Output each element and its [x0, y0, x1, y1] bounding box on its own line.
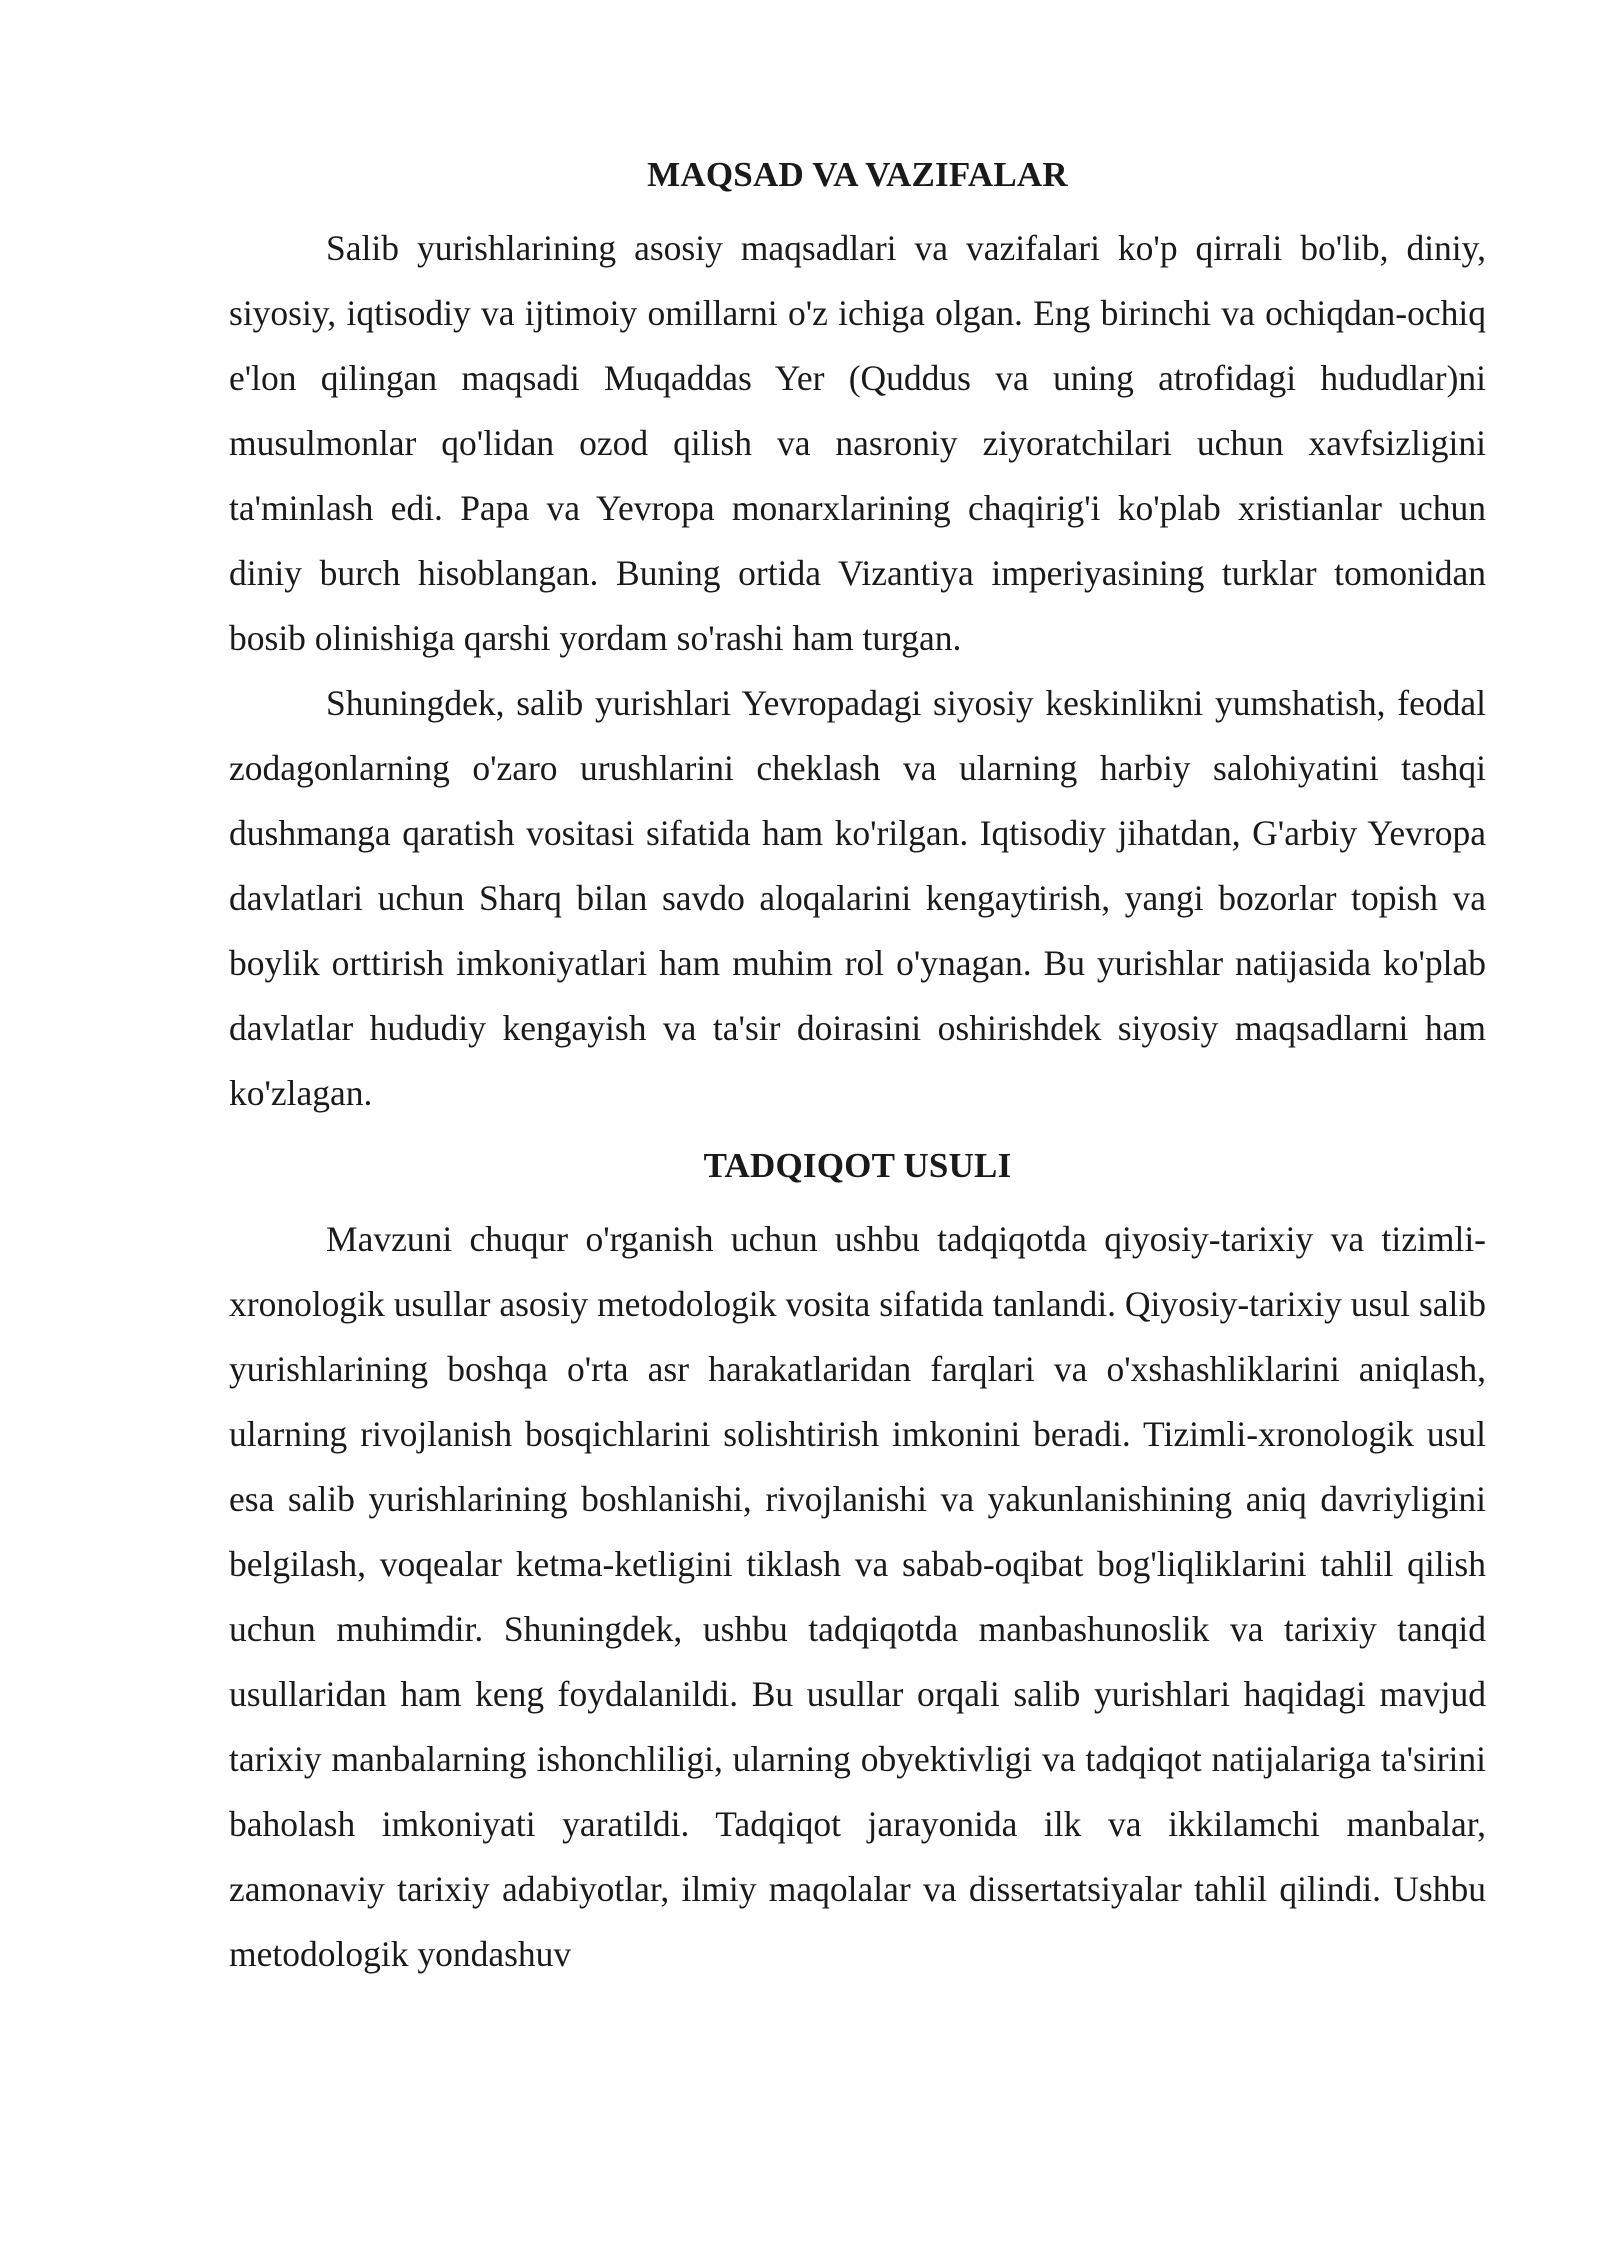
section-heading-method: TADQIQOT USULI	[703, 1146, 1012, 1185]
document-page	[229, 145, 1486, 1987]
paragraph-goals-2: Shuningdek, salib yurishlari Yevropadagi siyosiy keskinlikni yumshatish, feodal zodagonlarning o'zaro urushlarini cheklash va ularning harbiy salohiyatini tashqi dushmanga qaratish vositasi sifatida ham ko'rilgan. Iqtisodiy jihatdan, G'arbiy Yevropa davlatlari uchun Sharq bilan savdo aloqalarini kengaytirish, yangi bozorlar topish va boylik orttirish imkoniyatlari ham muhim rol o'ynagan. Bu yurishlar natijasida ko'plab davlatlar hududiy kengayish va ta'sir doirasini oshirishdek siyosiy maqsadlarni ham ko'zlagan.	[229, 683, 1486, 1113]
section-heading-goals: MAQSAD VA VAZIFALAR	[647, 155, 1068, 194]
paragraph-method-1: Mavzuni chuqur o'rganish uchun ushbu tadqiqotda qiyosiy-tarixiy va tizimli-xronologik usullar asosiy metodologik vosita sifatida tanlandi. Qiyosiy-tarixiy usul salib yurishlarining boshqa o'rta asr harakatlaridan farqlari va o'xshashliklarini aniqlash, ularning rivojlanish bosqichlarini solishtirish imkonini beradi. Tizimli-xronologik usul esa salib yurishlarining boshlanishi, rivojlanishi va yakunlanishining aniq davriyligini belgilash, voqealar ketma-ketligini tiklash va sabab-oqibat bog'liqliklarini tahlil qilish uchun muhimdir. Shuningdek, ushbu tadqiqotda manbashunoslik va tarixiy tanqid usullaridan ham keng foydalanildi. Bu usullar orqali salib yurishlari haqidagi mavjud tarixiy manbalarning ishonchliligi, ularning obyektivligi va tadqiqot natijalariga ta'sirini baholash imkoniyati yaratildi. Tadqiqot jarayonida ilk va ikkilamchi manbalar, zamonaviy tarixiy adabiyotlar, ilmiy maqolalar va dissertatsiyalar tahlil qilindi. Ushbu metodologik yondashuv	[229, 1219, 1486, 1974]
paragraph-goals-1: Salib yurishlarining asosiy maqsadlari va vazifalari ko'p qirrali bo'lib, diniy, siyosiy, iqtisodiy va ijtimoiy omillarni o'z ichiga olgan. Eng birinchi va ochiqdan-ochiq e'lon qilingan maqsadi Muqaddas Yer (Quddus va uning atrofidagi hududlar)ni musulmonlar qo'lidan ozod qilish va nasroniy ziyoratchilari uchun xavfsizligini ta'minlash edi. Papa va Yevropa monarxlarining chaqirig'i ko'plab xristianlar uchun diniy burch hisoblangan. Buning ortida Vizantiya imperiyasining turklar tomonidan bosib olinishiga qarshi yordam so'rashi ham turgan.	[229, 228, 1486, 658]
